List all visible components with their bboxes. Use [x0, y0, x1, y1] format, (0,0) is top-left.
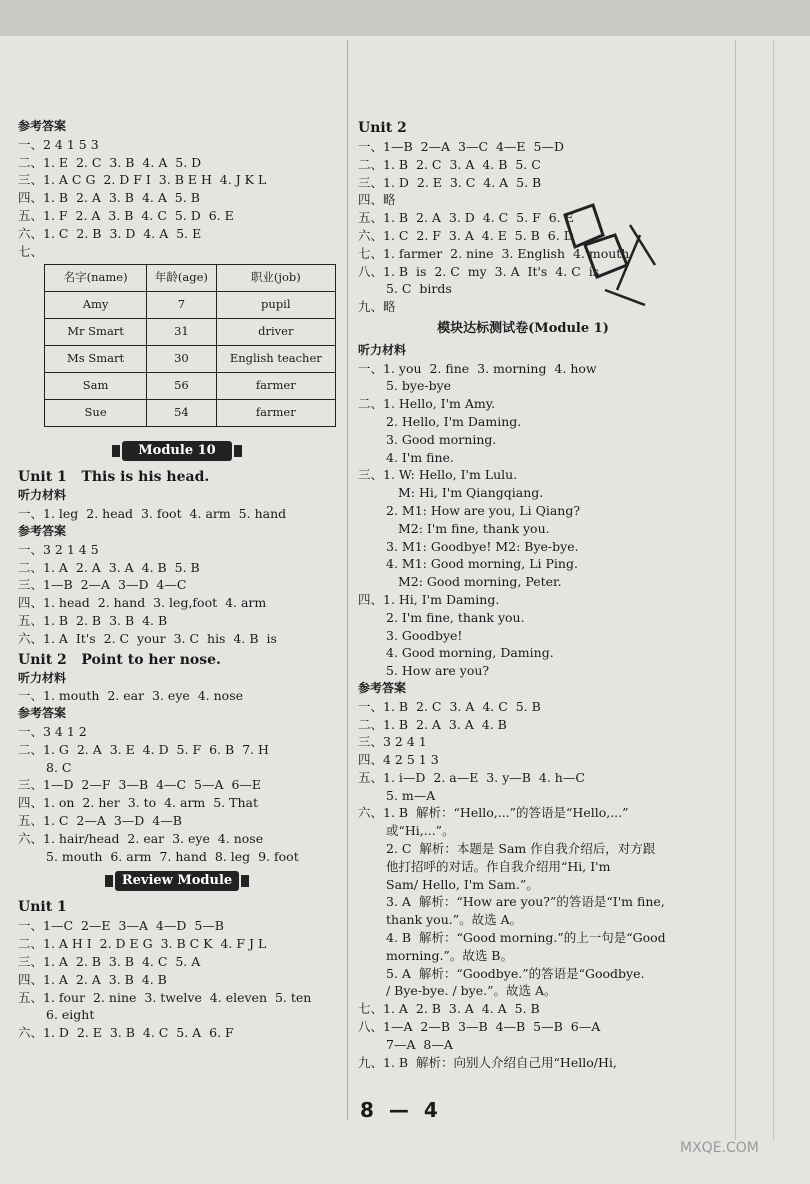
unit-heading: Unit 2 Point to her nose.: [18, 651, 221, 668]
unit-heading: Unit 1: [18, 899, 67, 916]
answer-line: Sam/ Hello, I'm Sam.”。: [386, 876, 539, 892]
answer-line: 四、略: [358, 192, 396, 208]
answer-line: 三、1—D 2—F 3—B 4—C 5—A 6—E: [18, 777, 262, 793]
answer-line: 九、1. B 解析：向别人介绍自己用“Hello/Hi,: [358, 1054, 617, 1070]
answer-line: 二、1. G 2. A 3. E 4. D 5. F 6. B 7. H: [18, 741, 269, 757]
unit-heading: Unit 1 This is his head.: [18, 469, 210, 486]
answer-line: 一、1. B 2. C 3. A 4. C 5. B: [358, 698, 541, 714]
answer-line: 2. Hello, I'm Daming.: [386, 413, 522, 429]
answer-line: 三、1. D 2. E 3. C 4. A 5. B: [358, 174, 542, 190]
answer-line: M2: Good morning, Peter.: [398, 574, 562, 590]
test-title: 模块达标测试卷(Module 1): [437, 320, 609, 336]
answer-line: 5. A 解析：“Goodbye.”的答语是“Goodbye.: [386, 965, 645, 981]
answer-table: [44, 264, 336, 427]
answer-line: 七、: [18, 243, 44, 259]
answer-line: 三、1. W: Hello, I'm Lulu.: [358, 467, 518, 483]
answer-line: 一、1. mouth 2. ear 3. eye 4. nose: [18, 688, 244, 704]
answer-line: 八、1. B is 2. C my 3. A It's 4. C is: [358, 263, 600, 279]
answer-line: 4. I'm fine.: [386, 449, 454, 465]
table-cell: Ms Smart: [45, 346, 147, 373]
answer-line: 5. bye-bye: [386, 378, 452, 394]
answer-line: 4. Good morning, Daming.: [386, 645, 554, 661]
answer-line: 一、3 2 1 4 5: [18, 541, 99, 557]
answer-line: 二、1. A 2. A 3. A 4. B 5. B: [18, 559, 200, 575]
answer-line: 二、1. E 2. C 3. B 4. A 5. D: [18, 154, 202, 170]
answer-line: 五、1. F 2. A 3. B 4. C 5. D 6. E: [18, 207, 234, 223]
answer-line: 四、4 2 5 1 3: [358, 752, 439, 768]
answer-line: 一、1. you 2. fine 3. morning 4. how: [358, 360, 597, 376]
answer-line: 五、1. i—D 2. a—E 3. y—B 4. h—C: [358, 769, 585, 785]
table-row: [45, 292, 336, 319]
section-heading: 听力材料: [358, 342, 407, 357]
answer-line: 3. M1: Goodbye! M2: Bye-bye.: [386, 538, 579, 554]
answer-line: 四、1. on 2. her 3. to 4. arm 5. That: [18, 795, 258, 811]
table-cell: 54: [147, 400, 216, 427]
section-heading: 参考答案: [18, 706, 67, 721]
answer-list: [18, 136, 336, 243]
answer-line: 5. C birds: [386, 281, 452, 297]
page-edge-line: [735, 40, 736, 1140]
handwritten-stamp: [545, 195, 665, 315]
table-cell: Mr Smart: [45, 319, 147, 346]
module-banner: Module 10: [122, 441, 232, 461]
answer-line: 一、3 4 1 2: [18, 723, 87, 739]
answer-line: / Bye-bye. / bye.”。故选 A。: [386, 983, 557, 999]
answer-line: 7—A 8—A: [386, 1036, 453, 1052]
answer-line: 一、1—B 2—A 3—C 4—E 5—D: [358, 139, 564, 154]
answer-line: 2. M1: How are you, Li Qiang?: [386, 502, 581, 518]
section-heading: 参考答案: [18, 119, 67, 133]
module-banner: Review Module: [115, 871, 239, 891]
table-row: [45, 346, 336, 373]
answer-line: 一、1—C 2—E 3—A 4—D 5—B: [18, 918, 224, 934]
table-cell: 7: [147, 292, 216, 319]
answer-line: 3. Goodbye!: [386, 627, 463, 643]
answer-line: 2. C 解析：本题是 Sam 作自我介绍后，对方跟: [386, 841, 656, 857]
answer-line: 六、1. B 解析：“Hello,...”的答语是“Hello,...”: [358, 805, 629, 821]
answer-line: 六、1. C 2. F 3. A 4. E 5. B 6. D: [358, 227, 574, 243]
table-cell: Sam: [45, 373, 147, 400]
table-row: [45, 400, 336, 427]
column-divider: [347, 40, 348, 1120]
answer-line: 五、1. B 2. A 3. D 4. C 5. F 6. E: [358, 210, 574, 226]
answer-line: 四、1. A 2. A 3. B 4. B: [18, 971, 167, 987]
answer-line: 二、1. A H I 2. D E G 3. B C K 4. F J L: [18, 936, 267, 952]
table-header-cell: 名字(name): [45, 265, 147, 292]
answer-line: M: Hi, I'm Qiangqiang.: [398, 485, 544, 501]
page-number: 8 — 4: [360, 1098, 442, 1122]
section-heading: 参考答案: [18, 523, 67, 538]
left-column: [18, 118, 336, 1042]
answer-line: 一、2 4 1 5 3: [18, 136, 99, 152]
table-row: [45, 319, 336, 346]
answer-line: 二、1. Hello, I'm Amy.: [358, 396, 496, 412]
answer-line: 六、1. D 2. E 3. B 4. C 5. A 6. F: [18, 1025, 234, 1041]
answer-line: 三、1. A C G 2. D F I 3. B E H 4. J K L: [18, 172, 267, 188]
answer-line: 五、1. B 2. B 3. B 4. B: [18, 612, 168, 628]
answer-line: 七、1. A 2. B 3. A 4. A 5. B: [358, 1001, 540, 1017]
answer-line: 4. B 解析：“Good morning.”的上一句是“Good: [386, 930, 666, 946]
answer-line: 四、1. B 2. A 3. B 4. A 5. B: [18, 190, 200, 206]
table-cell: Amy: [45, 292, 147, 319]
scan-top-band: [0, 0, 810, 36]
answer-line: 他打招呼的对话。作自我介绍用“Hi, I'm: [386, 858, 611, 874]
table-cell: farmer: [216, 400, 335, 427]
answer-line: 九、略: [358, 299, 396, 315]
table-header-cell: 职业(job): [216, 265, 335, 292]
table-cell: Sue: [45, 400, 147, 427]
answer-line: 3. A 解析：“How are you?”的答语是“I'm fine,: [386, 894, 665, 910]
answer-line: 六、1. C 2. B 3. D 4. A 5. E: [18, 225, 202, 241]
answer-line: 五、1. C 2—A 3—D 4—B: [18, 812, 182, 828]
table-cell: English teacher: [216, 346, 335, 373]
answer-line: 二、1. B 2. A 3. A 4. B: [358, 716, 507, 732]
watermark: MXQE.COM: [680, 1140, 759, 1156]
answer-line: thank you.”。故选 A。: [386, 912, 523, 928]
answer-line: 或“Hi,...”。: [386, 823, 455, 839]
table-cell: farmer: [216, 373, 335, 400]
section-heading: 听力材料: [18, 488, 67, 503]
answer-line: 4. M1: Good morning, Li Ping.: [386, 556, 578, 572]
unit-heading: Unit 2: [358, 120, 407, 136]
answer-line: 三、1—B 2—A 3—D 4—C: [18, 577, 187, 593]
answer-line: 二、1. B 2. C 3. A 4. B 5. C: [358, 156, 541, 172]
table-cell: 56: [147, 373, 216, 400]
section-heading: 听力材料: [18, 670, 67, 685]
section-heading: 参考答案: [358, 680, 407, 695]
table-cell: 31: [147, 319, 216, 346]
answer-line: morning.”。故选 B。: [386, 947, 513, 963]
answer-line: 六、1. hair/head 2. ear 3. eye 4. nose: [18, 830, 264, 846]
answer-line: 5. How are you?: [386, 663, 490, 679]
page-edge-line: [773, 40, 774, 1140]
answer-line: 三、1. A 2. B 3. B 4. C 5. A: [18, 953, 201, 969]
answer-line: M2: I'm fine, thank you.: [398, 520, 550, 536]
answer-line: 8. C: [46, 759, 72, 775]
answer-line: 3. Good morning.: [386, 431, 497, 447]
table-cell: driver: [216, 319, 335, 346]
answer-line: 七、1. farmer 2. nine 3. English 4. mouth: [358, 245, 630, 261]
answer-line: 2. I'm fine, thank you.: [386, 609, 525, 625]
answer-line: 四、1. Hi, I'm Daming.: [358, 591, 500, 607]
answer-line: 六、1. A It's 2. C your 3. C his 4. B is: [18, 630, 277, 646]
table-row: [45, 373, 336, 400]
answer-line: 三、3 2 4 1: [358, 734, 427, 750]
answer-line: 一、1. leg 2. head 3. foot 4. arm 5. hand: [18, 506, 287, 522]
table-header-row: [45, 265, 336, 292]
answer-line: 八、1—A 2—B 3—B 4—B 5—B 6—A: [358, 1019, 601, 1035]
answer-line: 四、1. head 2. hand 3. leg,foot 4. arm: [18, 595, 267, 611]
table-header-cell: 年龄(age): [147, 265, 216, 292]
answer-line: 6. eight: [46, 1007, 95, 1023]
answer-line: 5. mouth 6. arm 7. hand 8. leg 9. foot: [46, 848, 299, 864]
answer-line: 5. m—A: [386, 787, 436, 803]
answer-line: 五、1. four 2. nine 3. twelve 4. eleven 5. ten: [18, 989, 312, 1005]
table-cell: pupil: [216, 292, 335, 319]
table-cell: 30: [147, 346, 216, 373]
